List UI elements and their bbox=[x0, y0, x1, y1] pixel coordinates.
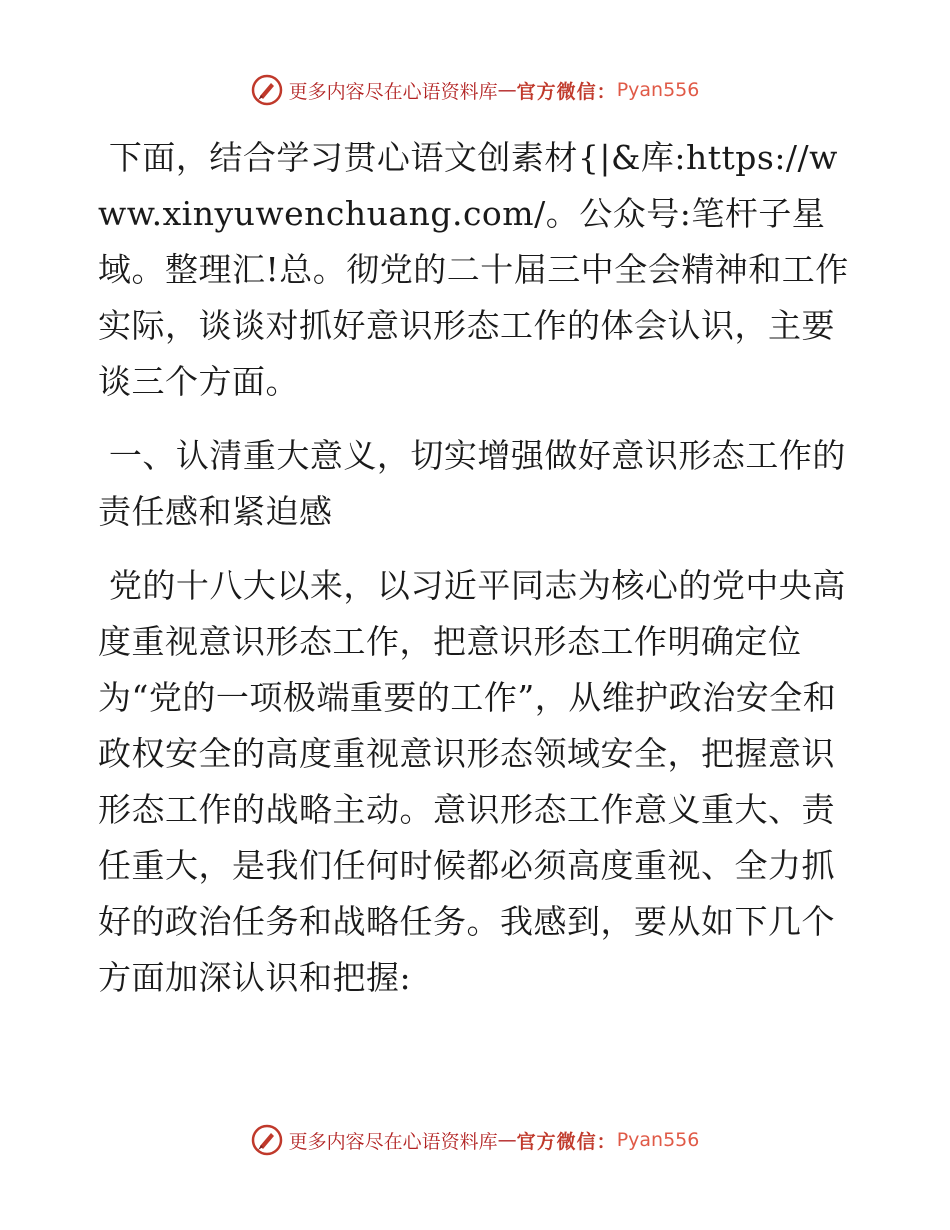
pen-seal-icon bbox=[251, 74, 283, 106]
watermark-wechat-label: 官方微信： bbox=[516, 1130, 617, 1153]
watermark-separator: — bbox=[497, 79, 517, 101]
watermark-brand: 更多内容尽在心语资料库 bbox=[288, 1130, 498, 1153]
section-heading: 一、认清重大意义，切实增强做好意识形态工作的责任感和紧迫感 bbox=[98, 436, 846, 531]
document-body bbox=[98, 130, 858, 1006]
footer-watermark bbox=[0, 1122, 950, 1158]
watermark-separator: — bbox=[497, 1129, 517, 1151]
watermark-wechat-id: Pyan556 bbox=[616, 79, 700, 101]
paragraph-intro: 下面，结合学习贯心语文创素材{|&库:https://www.xinyuwenchuang.com/。公众号:笔杆子星域。整理汇!总。彻党的二十届三中全会精神和工作实际，谈谈对抓好意识形态工作的体会认识，主要谈三个方面。 bbox=[98, 138, 849, 401]
pen-seal-icon bbox=[251, 1124, 283, 1156]
paragraph-body: 党的十八大以来，以习近平同志为核心的党中央高度重视意识形态工作，把意识形态工作明确定位为“党的一项极端重要的工作”，从维护政治安全和政权安全的高度重视意识形态领域安全，把握意识形态工作的战略主动。意识形态工作意义重大、责任重大，是我们任何时候都必须高度重视、全力抓好的政治任务和战略任务。我感到，要从如下几个方面加深认识和把握: bbox=[98, 566, 846, 997]
watermark-brand: 更多内容尽在心语资料库 bbox=[288, 80, 498, 103]
header-watermark bbox=[0, 72, 950, 108]
watermark-wechat-label: 官方微信： bbox=[516, 80, 617, 103]
watermark-wechat-id: Pyan556 bbox=[616, 1129, 700, 1151]
